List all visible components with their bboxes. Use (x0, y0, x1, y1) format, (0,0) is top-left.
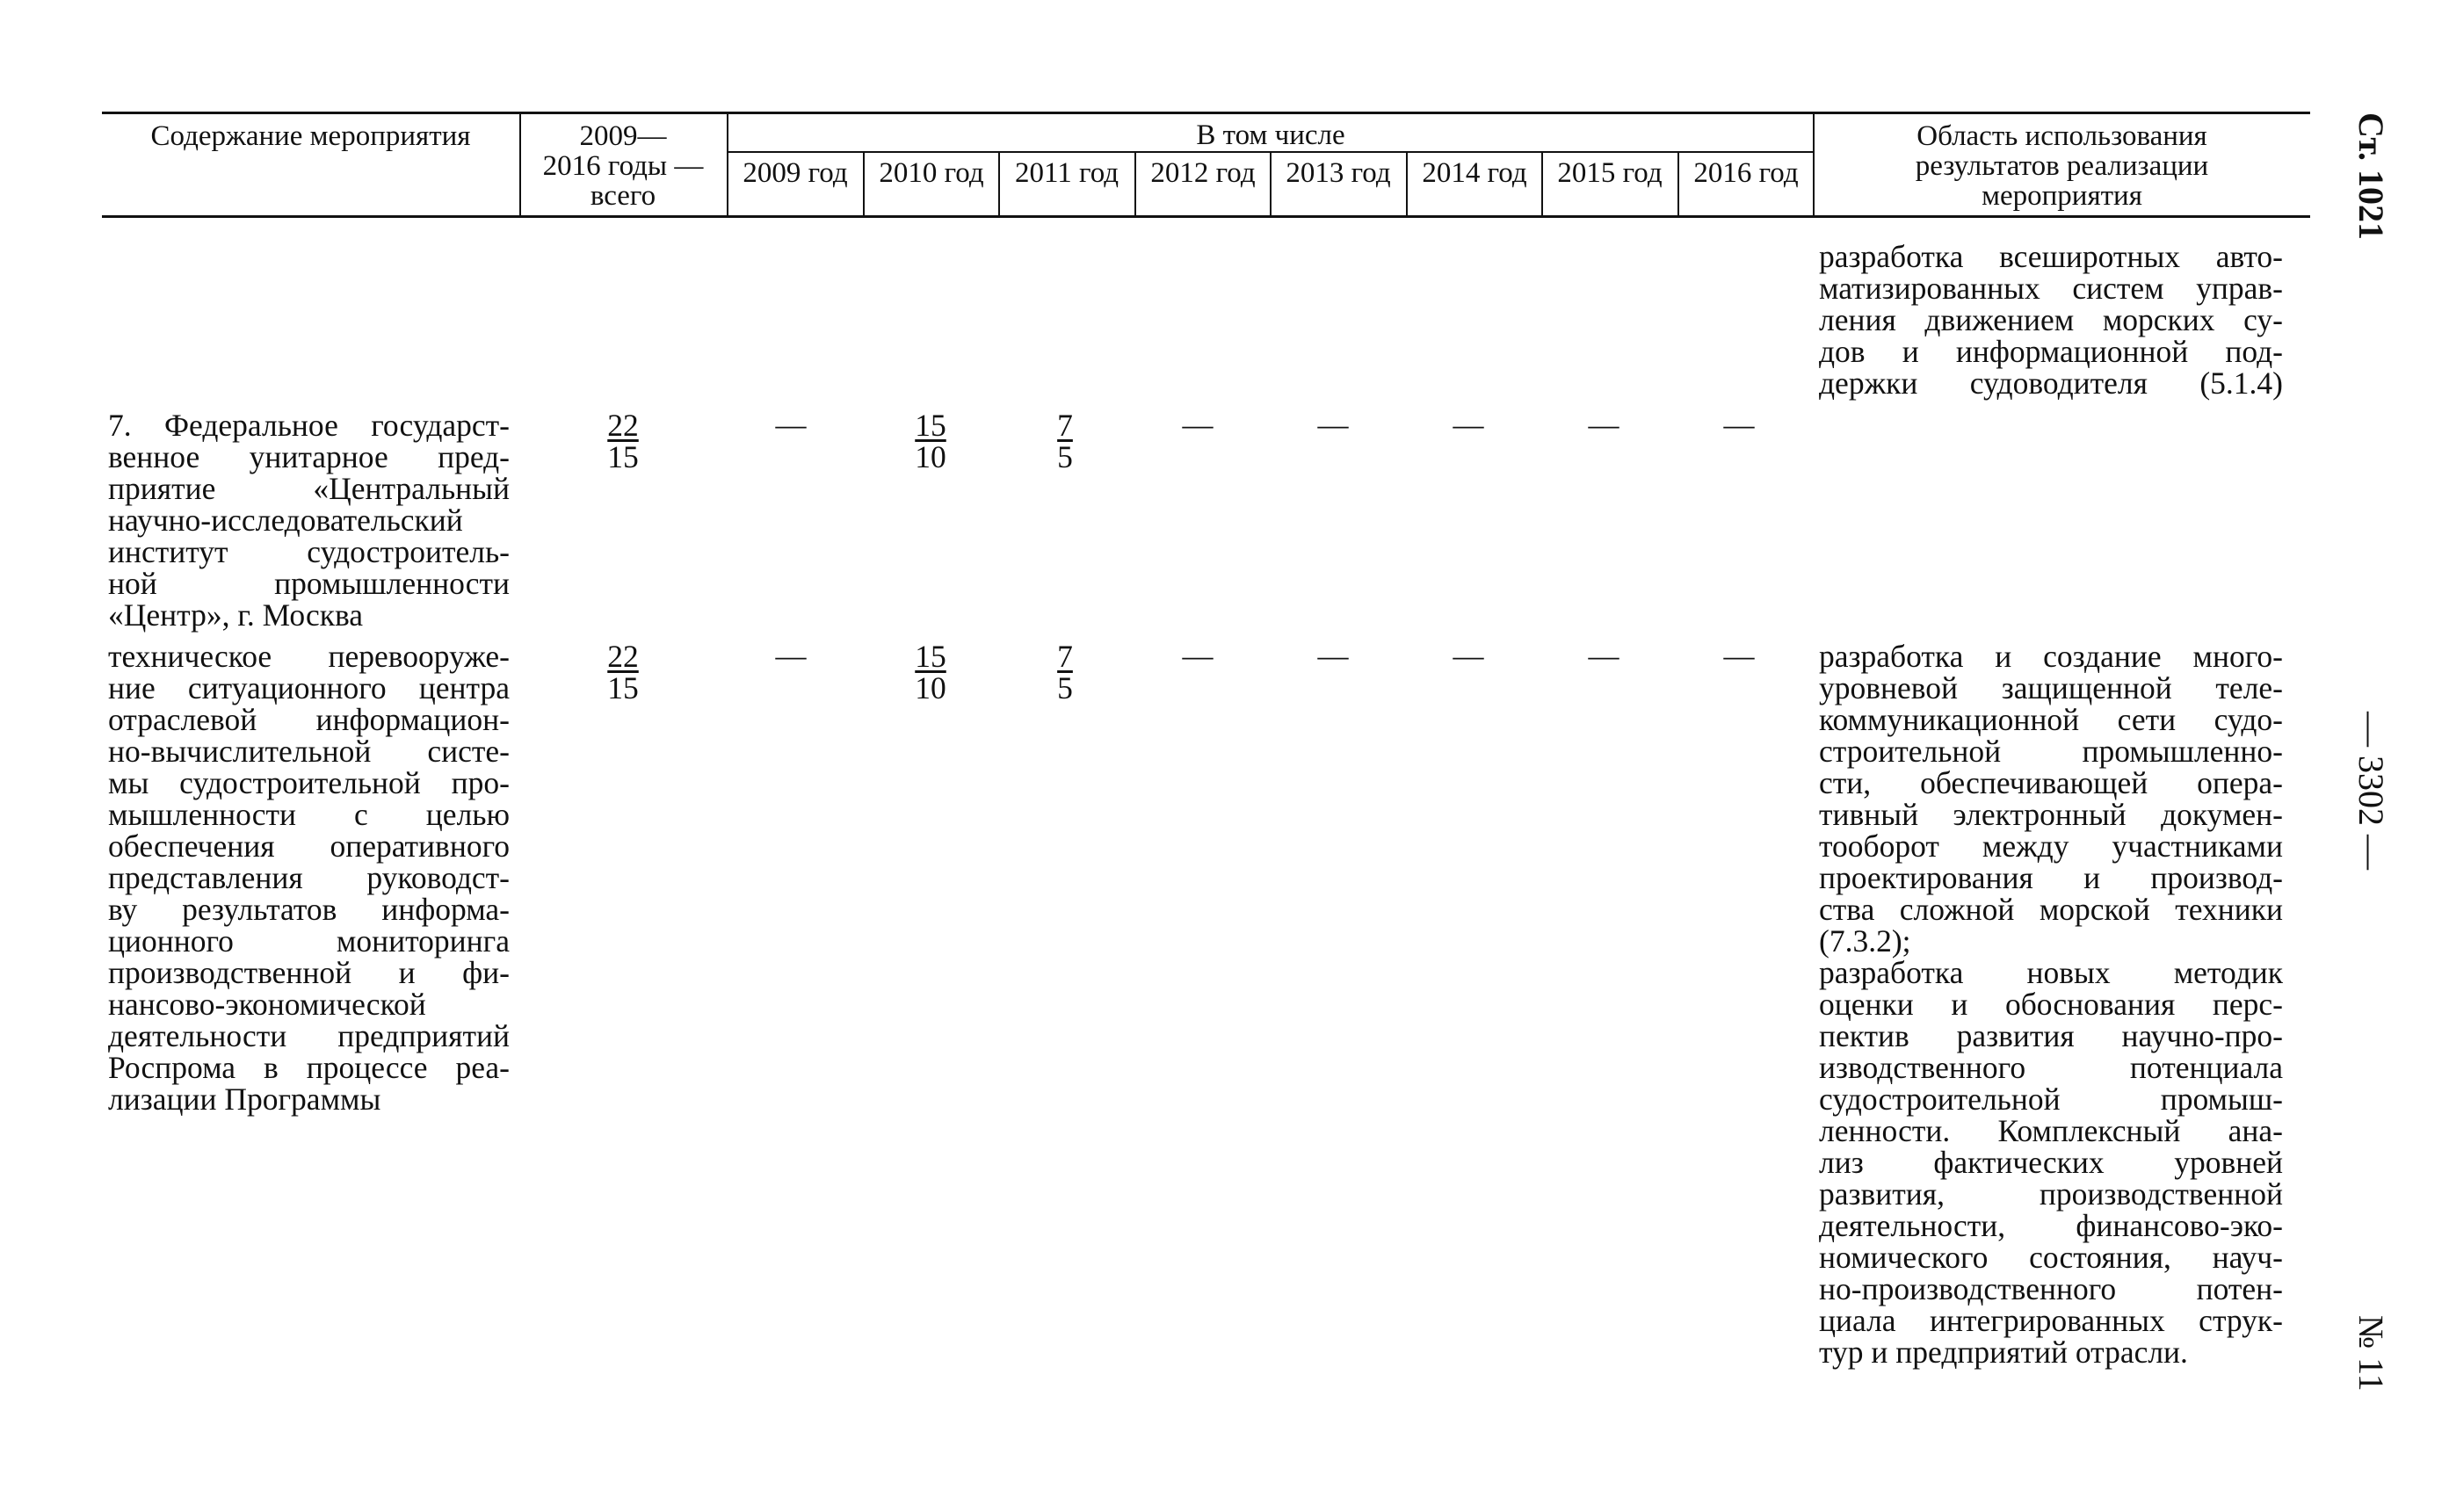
row-2-y2010 (895, 640, 966, 704)
text-line: тооборот между участниками (1819, 828, 2283, 864)
text-line: Роспрома в процессе реа- (108, 1050, 510, 1085)
header-total-line: всего (590, 180, 656, 212)
text-line: матизированных систем управ- (1819, 271, 2283, 306)
row-1-total (588, 409, 658, 473)
header-area-line: результатов реализации (1915, 150, 2209, 182)
text-line: (7.3.2); (1819, 923, 1911, 959)
header-year-2016: 2016 год (1693, 157, 1799, 189)
text-line: уровневой защищенной теле- (1819, 670, 2283, 705)
text-line: научно-исследовательский (108, 503, 463, 538)
text-line: проектирования и производ- (1819, 860, 2283, 895)
row-2-y2012: — (1182, 639, 1214, 673)
row-2-y2013: — (1317, 639, 1349, 673)
text-line: разработка и создание много- (1819, 639, 2283, 674)
text-line: ционного мониторинга (108, 923, 510, 959)
text-line: держки судоводителя (5.1.4) (1819, 365, 2283, 401)
text-line: изводственного потенциала (1819, 1050, 2283, 1085)
text-line: ной промышленности (108, 566, 510, 601)
text-line: но-производственного потен- (1819, 1271, 2283, 1306)
text-line: номического состояния, науч- (1819, 1240, 2283, 1275)
text-line: разработка новых методик (1819, 955, 2283, 990)
text-line: развития, производственной (1819, 1176, 2283, 1212)
value-planned: 15 (915, 639, 946, 674)
header-incl: В том числе (1196, 119, 1345, 151)
row-1-y2014: — (1453, 408, 1484, 442)
text-line: ние ситуационного центра (108, 670, 510, 705)
text-line: отраслевой информацион- (108, 702, 510, 737)
header-area-line: мероприятия (1982, 180, 2142, 212)
header-area (1814, 121, 2310, 211)
row-2-y2009: — (775, 639, 807, 673)
text-line: оценки и обоснования перс- (1819, 987, 2283, 1022)
text-line: «Центр», г. Москва (108, 597, 364, 633)
text-line: деятельности, финансово-эко- (1819, 1208, 2283, 1243)
header-year-2010: 2010 год (879, 157, 984, 189)
header-year-2014: 2014 год (1422, 157, 1527, 189)
text-line: обеспечения оперативного (108, 828, 510, 864)
text-line: венное унитарное пред- (108, 439, 510, 474)
row-1-y2015: — (1588, 408, 1619, 442)
text-line: лиз фактических уровней (1819, 1145, 2283, 1180)
text-line: представления руководст- (108, 860, 510, 895)
value-federal: 10 (915, 439, 946, 474)
row-1-y2009: — (775, 408, 807, 442)
row-2-y2014: — (1453, 639, 1484, 673)
text-line: но-вычислительной систе- (108, 734, 510, 769)
text-line: нансово-экономической (108, 987, 426, 1022)
header-year-2011: 2011 год (1014, 157, 1119, 189)
header-year-2015: 2015 год (1557, 157, 1663, 189)
text-line: судостроительной промыш- (1819, 1082, 2283, 1117)
text-line: сти, обеспечивающей опера- (1819, 765, 2283, 800)
text-line: институт судостроитель- (108, 534, 510, 569)
value-federal: 5 (1057, 439, 1073, 474)
text-line: циала интегрированных струк- (1819, 1303, 2283, 1338)
row-2-y2016: — (1723, 639, 1755, 673)
total-planned: 22 (607, 408, 639, 443)
text-line: строительной промышленно- (1819, 734, 2283, 769)
value-federal: 5 (1057, 670, 1073, 705)
table-top-rule (102, 112, 2310, 114)
text-line: ву результатов информа- (108, 892, 510, 927)
total-federal: 15 (607, 670, 639, 705)
header-content: Содержание мероприятия (150, 120, 471, 152)
total-federal: 15 (607, 439, 639, 474)
row-1-y2011 (1030, 409, 1100, 473)
value-planned: 15 (915, 408, 946, 443)
header-year-2009: 2009 год (743, 157, 848, 189)
text-line: тур и предприятий отрасли. (1819, 1335, 2188, 1370)
row-2-total (588, 640, 658, 704)
row-1-content (108, 409, 510, 631)
text-line: производственной и фи- (108, 955, 510, 990)
text-line: деятельности предприятий (108, 1018, 510, 1053)
text-line: пектив развития научно-про- (1819, 1018, 2283, 1053)
text-line: разработка всеширотных авто- (1819, 239, 2283, 274)
text-line: мышленности с целью (108, 797, 510, 832)
text-line: тивный электронный докумен- (1819, 797, 2283, 832)
text-line: коммуникационной сети судо- (1819, 702, 2283, 737)
text-line: мы судостроительной про- (108, 765, 510, 800)
header-total-line: 2016 годы — (542, 150, 704, 182)
header-total-line: 2009— (579, 120, 667, 152)
row-2-y2015: — (1588, 639, 1619, 673)
text-line: ства сложной морской техники (1819, 892, 2283, 927)
page-number: — 3302 — (2351, 712, 2391, 870)
header-area-line: Область использования (1916, 120, 2207, 152)
row-1-y2012: — (1182, 408, 1214, 442)
text-line: техническое перевооруже- (108, 639, 510, 674)
row-1-y2013: — (1317, 408, 1349, 442)
text-line: дов и информационной под- (1819, 334, 2283, 369)
header-year-2012: 2012 год (1150, 157, 1256, 189)
issue-number: № 11 (2351, 1315, 2391, 1392)
header-year-2013: 2013 год (1286, 157, 1391, 189)
row-1-y2010 (895, 409, 966, 473)
value-federal: 10 (915, 670, 946, 705)
continued-area-text (1819, 241, 2283, 399)
row-2-y2011 (1030, 640, 1100, 704)
text-line: 7. Федеральное государст- (108, 408, 510, 443)
text-line: лизации Программы (108, 1082, 381, 1117)
row-2-area (1819, 640, 2283, 1368)
header-total (519, 121, 727, 211)
text-line: ленности. Комплексный ана- (1819, 1113, 2283, 1148)
page-label: Ст. 1021 (2351, 112, 2391, 240)
text-line: приятие «Центральный (108, 471, 510, 506)
row-1-y2016: — (1723, 408, 1755, 442)
total-planned: 22 (607, 639, 639, 674)
value-planned: 7 (1057, 639, 1073, 674)
value-planned: 7 (1057, 408, 1073, 443)
text-line: ления движением морских су- (1819, 302, 2283, 337)
row-2-content (108, 640, 510, 1115)
table-header-bottom-rule (102, 215, 2310, 218)
